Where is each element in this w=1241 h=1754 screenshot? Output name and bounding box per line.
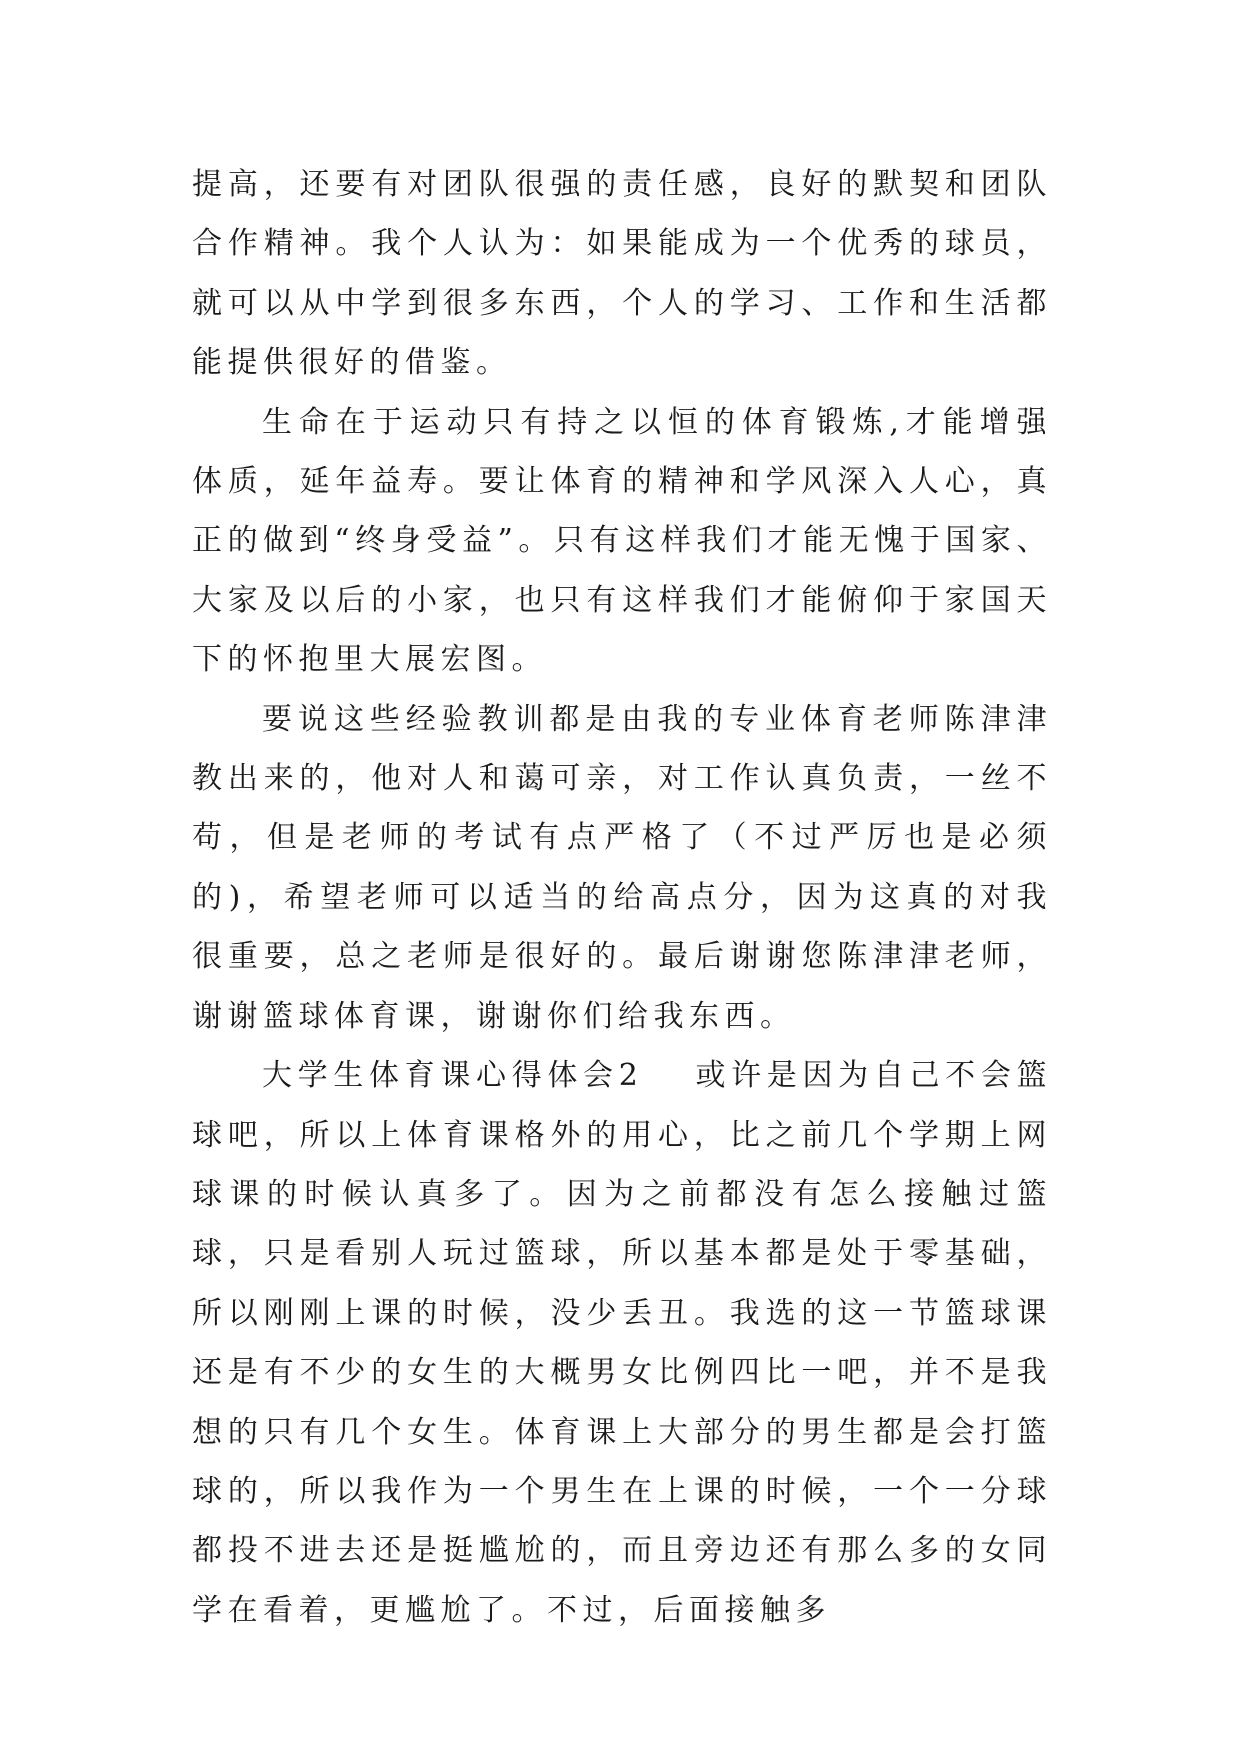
section-heading: 大学生体育课心得体会2 xyxy=(262,1058,644,1094)
paragraph-1 xyxy=(192,155,1052,393)
paragraph-2-text: 生命在于运动只有持之以恒的体育锻炼,才能增强体质，延年益寿。要让体育的精神和学风深入人心，真正的做到“终身受益”。只有这样我们才能无愧于国家、大家及以后的小家，也只有这样我们才能俯仰于家国天下的怀抱里大展宏图。 xyxy=(192,404,1052,678)
paragraph-4-text: 或许是因为自己不会篮球吧，所以上体育课格外的用心，比之前几个学期上网球课的时候认真多了。因为之前都没有怎么接触过篮球，只是看别人玩过篮球，所以基本都是处于零基础，所以刚刚上课的时候，没少丢丑。我选的这一节篮球课还是有不少的女生的大概男女比例四比一吧，并不是我想的只有几个女生。体育课上大部分的男生都是会打篮球的，所以我作为一个男生在上课的时候，一个一分球都投不进去还是挺尴尬的，而且旁边还有那么多的女同学在看着，更尴尬了。不过，后面接触多 xyxy=(192,1058,1052,1628)
paragraph-4 xyxy=(192,1046,1052,1640)
paragraph-3-text: 要说这些经验教训都是由我的专业体育老师陈津津教出来的，他对人和蔼可亲，对工作认真负责，一丝不苟，但是老师的考试有点严格了（不过严厉也是必须的)，希望老师可以适当的给高点分，因为这真的对我很重要，总之老师是很好的。最后谢谢您陈津津老师，谢谢篮球体育课，谢谢你们给我东西。 xyxy=(192,701,1052,1034)
paragraph-3 xyxy=(192,690,1052,1046)
paragraph-1-text: 提高，还要有对团队很强的责任感，良好的默契和团队合作精神。我个人认为：如果能成为一个优秀的球员，就可以从中学到很多东西，个人的学习、工作和生活都能提供很好的借鉴。 xyxy=(192,167,1052,381)
document-body xyxy=(192,155,1052,1640)
paragraph-2 xyxy=(192,393,1052,690)
